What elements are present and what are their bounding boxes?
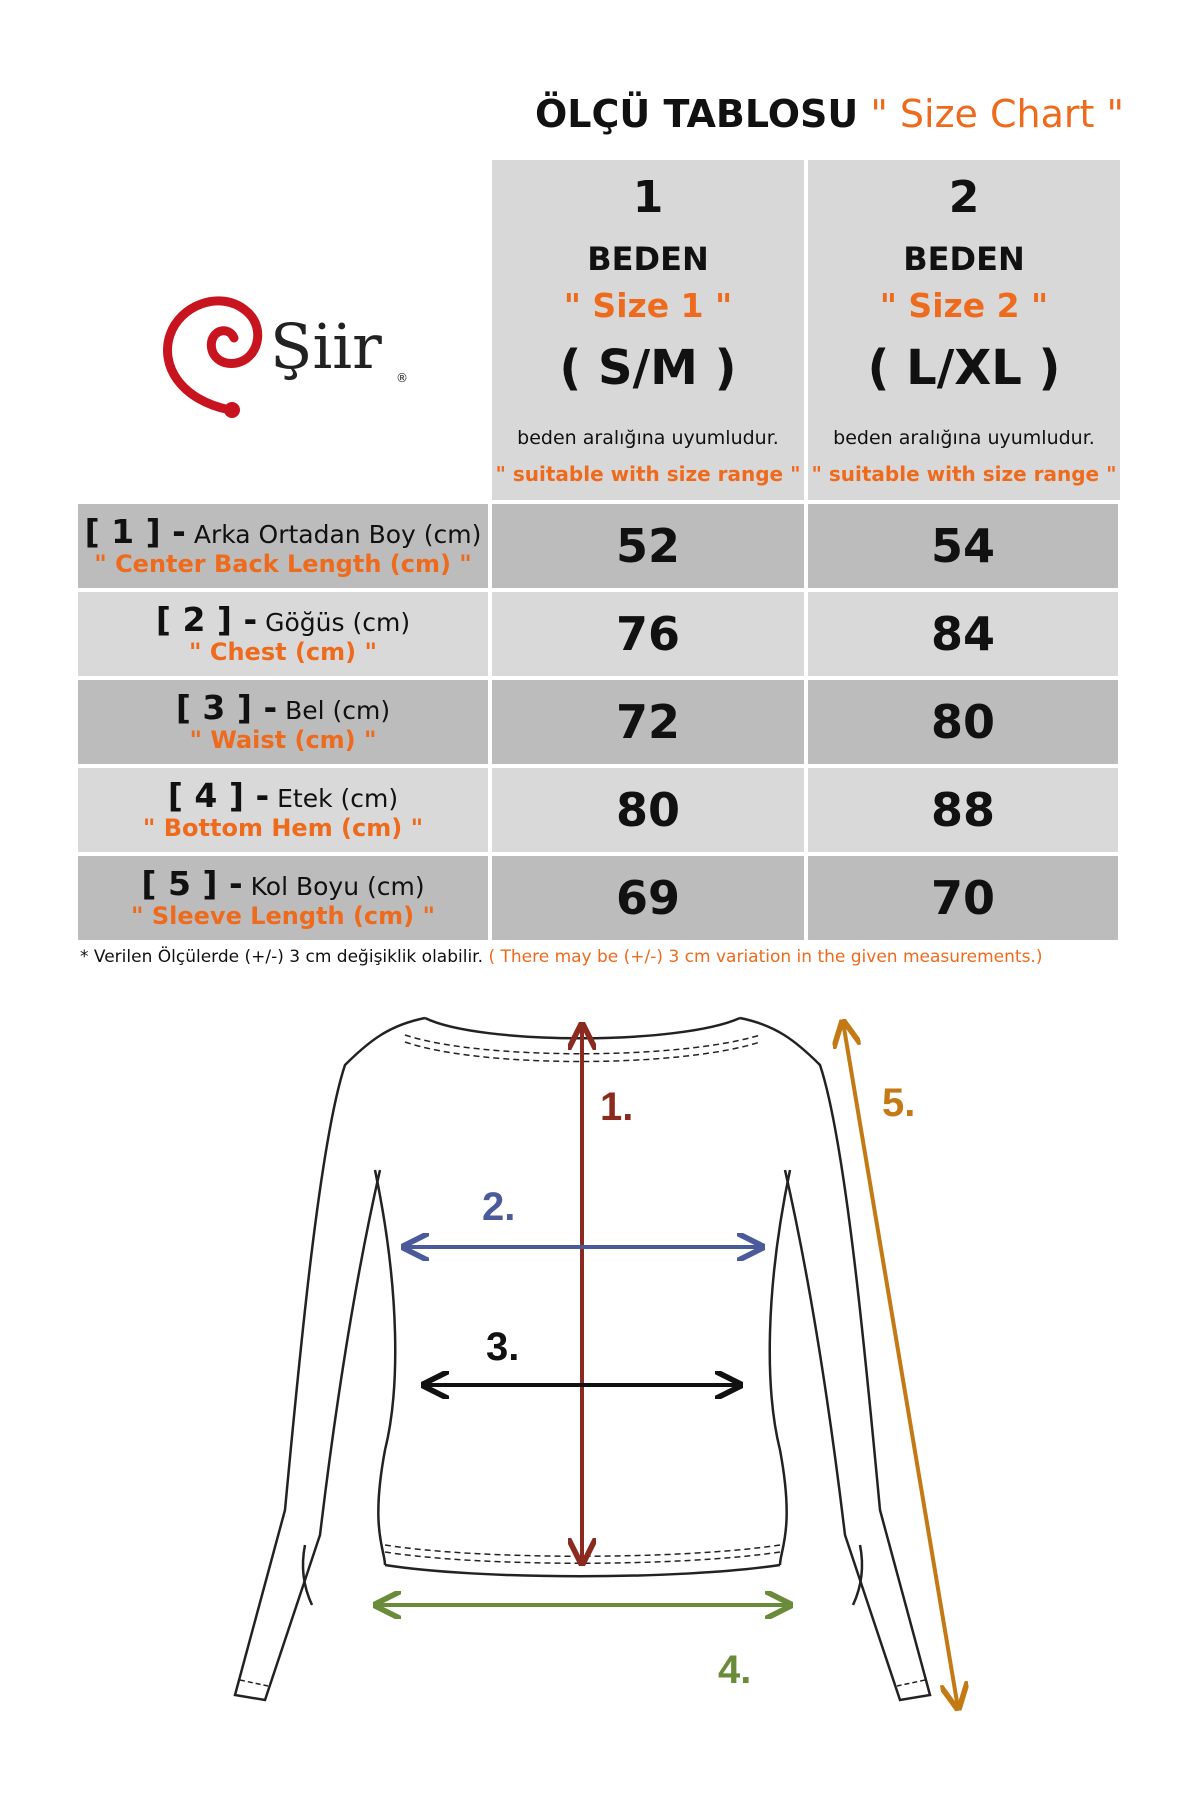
row-index: [ 3 ] - (175, 688, 278, 727)
row-index: [ 4 ] - (167, 776, 270, 815)
size-1-value: 72 (492, 680, 804, 764)
row-label-tr: Kol Boyu (cm) (250, 872, 425, 901)
table-row (78, 768, 1118, 852)
table-row (78, 856, 1118, 940)
table-row (78, 680, 1118, 764)
row-label-en: " Waist (cm) " (189, 726, 377, 754)
size-1-beden: BEDEN (587, 240, 709, 278)
row-label-en: " Bottom Hem (cm) " (142, 814, 424, 842)
size-2-number: 2 (948, 172, 980, 223)
footnote (80, 947, 1120, 967)
size-2-label: " Size 2 " (879, 286, 1049, 325)
size-2-beden: BEDEN (903, 240, 1025, 278)
title-turkish: ÖLÇÜ TABLOSU (535, 92, 859, 136)
size-2-header (808, 160, 1120, 500)
label-3: 3. (486, 1325, 520, 1369)
footnote-en: ( There may be (+/-) 3 cm variation in the given measurements.) (488, 947, 1043, 967)
size-1-number: 1 (632, 172, 664, 223)
size-2-value: 88 (808, 768, 1118, 852)
size-1-value: 69 (492, 856, 804, 940)
row-label-en: " Center Back Length (cm) " (94, 550, 472, 578)
size-1-note-tr: beden aralığına uyumludur. (517, 427, 779, 449)
row-index: [ 5 ] - (141, 864, 243, 903)
label-5: 5. (882, 1081, 916, 1125)
size-1-header (492, 160, 804, 500)
row-label (78, 504, 488, 588)
registered-mark: ® (396, 371, 408, 385)
size-2-value: 80 (808, 680, 1118, 764)
size-1-note-en: " suitable with size range " (495, 462, 801, 486)
footnote-tr: * Verilen Ölçülerde (+/-) 3 cm değişiklik olabilir. (80, 947, 484, 967)
size-1-range: ( S/M ) (559, 340, 737, 396)
page-title (535, 92, 1135, 152)
title-english: " Size Chart " (870, 92, 1124, 136)
brand-name: Şiir (270, 310, 382, 383)
size-1-value: 80 (492, 768, 804, 852)
size-2-value: 54 (808, 504, 1118, 588)
label-2: 2. (482, 1185, 516, 1229)
size-2-range: ( L/XL ) (867, 340, 1061, 396)
swirl-logo-icon (168, 301, 258, 418)
table-row (78, 504, 1118, 588)
row-label (78, 768, 488, 852)
row-label (78, 680, 488, 764)
table-row (78, 592, 1118, 676)
row-label-en: " Chest (cm) " (189, 638, 377, 666)
size-2-note-en: " suitable with size range " (811, 462, 1117, 486)
label-4: 4. (718, 1648, 752, 1692)
row-label-en: " Sleeve Length (cm) " (131, 902, 435, 930)
size-1-label: " Size 1 " (563, 286, 733, 325)
row-label-tr: Göğüs (cm) (265, 608, 411, 637)
row-label-tr: Arka Ortadan Boy (cm) (193, 520, 482, 549)
brand-logo (160, 270, 420, 420)
size-2-value: 70 (808, 856, 1118, 940)
row-label (78, 592, 488, 676)
size-2-value: 84 (808, 592, 1118, 676)
row-index: [ 1 ] - (84, 512, 186, 551)
size-1-value: 76 (492, 592, 804, 676)
size-1-value: 52 (492, 504, 804, 588)
row-index: [ 2 ] - (155, 600, 258, 639)
row-label-tr: Bel (cm) (285, 696, 391, 725)
garment-diagram (0, 990, 1200, 1800)
size-2-note-tr: beden aralığına uyumludur. (833, 427, 1095, 449)
row-label-tr: Etek (cm) (277, 784, 399, 813)
label-1: 1. (600, 1085, 634, 1129)
row-label (78, 856, 488, 940)
